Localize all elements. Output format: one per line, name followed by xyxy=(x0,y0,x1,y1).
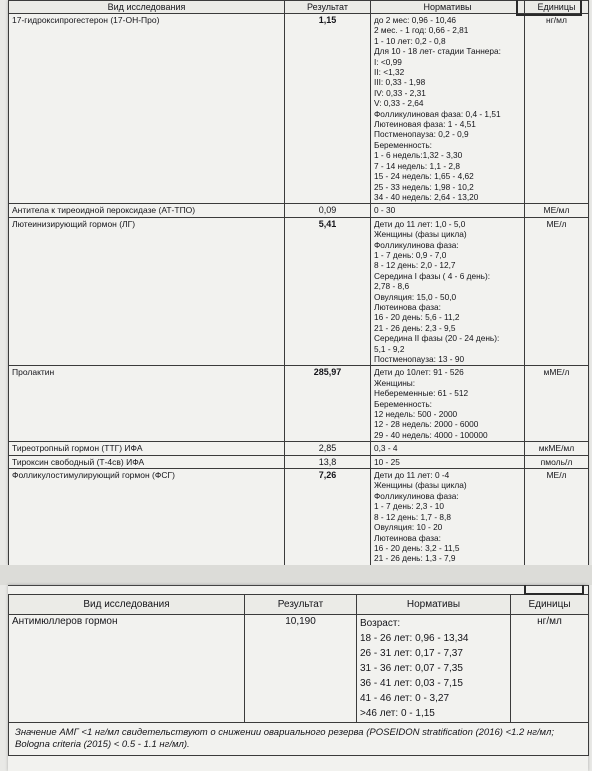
header-units: Единицы xyxy=(525,1,589,14)
norm-line: 8 - 12 день: 1,7 - 8,8 xyxy=(374,511,451,522)
test-units: МЕ/л xyxy=(525,217,589,366)
norm-line: Дети до 10лет: 91 - 526 xyxy=(374,367,464,378)
norm-line: Небеременные: 61 - 512 xyxy=(374,388,469,399)
norm-line: до 2 мес: 0,96 - 10,46 xyxy=(374,15,457,25)
test-result: 7,26 xyxy=(285,469,371,597)
amh-header-norms: Нормативы xyxy=(357,595,511,615)
test-result: 2,85 xyxy=(285,442,371,455)
norm-line: 5,1 - 9,2 xyxy=(374,343,405,354)
norm-line: 21 - 26 день: 1,3 - 7,9 xyxy=(374,553,456,564)
test-name: Тиреотропный гормон (ТТГ) ИФА xyxy=(9,442,285,455)
norm-line: 16 - 20 день: 3,2 - 11,5 xyxy=(374,542,460,553)
norm-line: Дети до 11 лет: 1,0 - 5,0 xyxy=(374,218,466,229)
norm-line: 2 мес. - 1 год: 0,66 - 2,81 xyxy=(374,25,469,36)
header-name: Вид исследования xyxy=(9,1,285,14)
amh-norm-line: 31 - 36 лет: 0,07 - 7,35 xyxy=(360,663,463,674)
norm-line: Овуляция: 10 - 20 xyxy=(374,522,443,533)
amh-name: Антимюллеров гормон xyxy=(9,615,245,723)
norm-line: 12 - 28 недель: 2000 - 6000 xyxy=(374,419,479,430)
header-norms: Нормативы xyxy=(371,1,525,14)
test-units: МЕ/л xyxy=(525,469,589,597)
test-norms xyxy=(371,217,525,366)
norm-line: Лютеинова фаза: xyxy=(374,301,441,312)
norm-line: 29 - 40 недель: 4000 - 100000 xyxy=(374,429,488,440)
table-row xyxy=(9,14,589,204)
amh-norm-line: 36 - 41 лет: 0,03 - 7,15 xyxy=(360,678,463,689)
norm-line: Фолликулиновая фаза: 0,4 - 1,51 xyxy=(374,108,501,119)
amh-result: 10,190 xyxy=(245,615,357,723)
norm-line: Постменопауза: 13 - 90 xyxy=(374,354,465,364)
header-result: Результат xyxy=(285,1,371,14)
norm-line: II: <1,32 xyxy=(374,67,405,78)
norm-line: 1 - 6 недель:1,32 - 3,30 xyxy=(374,150,463,161)
norm-line: Овуляция: 15,0 - 50,0 xyxy=(374,291,457,302)
norm-line: Для 10 - 18 лет- стадии Таннера: xyxy=(374,46,501,57)
norm-line: 0,3 - 4 xyxy=(374,443,398,454)
norm-line: V: 0,33 - 2,64 xyxy=(374,98,424,109)
amh-norm-line: >46 лет: 0 - 1,15 xyxy=(360,708,435,719)
table-row xyxy=(9,204,589,217)
page-gap xyxy=(0,565,592,585)
amh-note: Значение АМГ <1 нг/мл свидетельствуют о снижении овариального резерва (POSEIDON stratification (2016) <1.2 нг/мл; Bologna criteria (2015) < 0.5 - 1.1 нг/мл). xyxy=(9,723,589,756)
test-norms xyxy=(371,442,525,455)
test-norms xyxy=(371,366,525,442)
amh-header-row xyxy=(9,595,589,615)
norm-line: Середина II фазы (20 - 24 день): xyxy=(374,333,500,344)
norm-line: 2,78 - 8,6 xyxy=(374,281,410,292)
norm-line: Середина I фазы ( 4 - 6 день): xyxy=(374,270,491,281)
test-units: мМЕ/л xyxy=(525,366,589,442)
stamp-mark-2 xyxy=(524,585,584,595)
note-row xyxy=(9,723,589,756)
norm-line: 25 - 33 недель: 1,98 - 10,2 xyxy=(374,181,474,192)
amh-norm-line: 41 - 46 лет: 0 - 3,27 xyxy=(360,693,450,704)
results-body xyxy=(9,14,589,597)
table-header-row xyxy=(9,1,589,14)
test-units: мкМЕ/мл xyxy=(525,442,589,455)
table-row xyxy=(9,217,589,366)
norm-line: 15 - 24 недель: 1,65 - 4,62 xyxy=(374,171,474,182)
test-name: 17-гидроксипрогестерон (17-ОН-Про) xyxy=(9,14,285,204)
norm-line: 1 - 10 лет: 0,2 - 0,8 xyxy=(374,35,446,46)
norm-line: 1 - 7 день: 0,9 - 7,0 xyxy=(374,249,447,260)
norm-line: 21 - 26 день: 2,3 - 9,5 xyxy=(374,322,456,333)
test-name: Лютеинизирующий гормон (ЛГ) xyxy=(9,217,285,366)
test-name: Пролактин xyxy=(9,366,285,442)
amh-norm-line: Возраст: xyxy=(360,618,401,629)
amh-header-units: Единицы xyxy=(511,595,589,615)
test-units: нг/мл xyxy=(525,14,589,204)
table-row xyxy=(9,366,589,442)
test-result: 0,09 xyxy=(285,204,371,217)
test-norms xyxy=(371,14,525,204)
test-name: Антитела к тиреоидной пероксидазе (АТ-ТПО) xyxy=(9,204,285,217)
norm-line: Женщины (фазы цикла) xyxy=(374,480,467,491)
norm-line: Лютеинова фаза: xyxy=(374,532,441,543)
norm-line: Фолликулинова фаза: xyxy=(374,490,459,501)
norm-line: Постменопауза: 0,2 - 0,9 xyxy=(374,129,469,140)
norm-line: 7 - 14 недель: 1,1 - 2,8 xyxy=(374,160,460,171)
amh-header-name: Вид исследования xyxy=(9,595,245,615)
norm-line: 8 - 12 день: 2,0 - 12,7 xyxy=(374,260,456,271)
norm-line: 10 - 25 xyxy=(374,456,400,467)
test-result: 13,8 xyxy=(285,455,371,468)
test-name: Тироксин свободный (Т-4св) ИФА xyxy=(9,455,285,468)
amh-units: нг/мл xyxy=(511,615,589,723)
norm-line: III: 0,33 - 1,98 xyxy=(374,77,426,88)
norm-line: Лютеиновая фаза: 1 - 4,51 xyxy=(374,119,476,130)
norm-line: 0 - 30 xyxy=(374,205,396,216)
norm-line: Фолликулинова фаза: xyxy=(374,239,459,250)
norm-line: Женщины (фазы цикла) xyxy=(374,229,467,240)
amh-norms xyxy=(357,615,511,723)
norm-line: Беременность: xyxy=(374,139,432,150)
test-units: МЕ/мл xyxy=(525,204,589,217)
amh-row xyxy=(9,615,589,723)
test-name: Фолликулостимулирующий гормон (ФСГ) xyxy=(9,469,285,597)
amh-norm-line: 26 - 31 лет: 0,17 - 7,37 xyxy=(360,648,463,659)
norm-line: I: <0,99 xyxy=(374,56,402,67)
test-norms xyxy=(371,204,525,217)
results-table xyxy=(8,0,589,597)
norm-line: Женщины: xyxy=(374,377,416,388)
test-result: 285,97 xyxy=(285,366,371,442)
amh-table xyxy=(8,594,589,756)
norm-line: 16 - 20 день: 5,6 - 11,2 xyxy=(374,312,460,323)
norm-line: IV: 0,33 - 2,31 xyxy=(374,87,426,98)
test-norms xyxy=(371,455,525,468)
test-result: 5,41 xyxy=(285,217,371,366)
report-page-1 xyxy=(8,0,588,565)
norm-line: 1 - 7 день: 2,3 - 10 xyxy=(374,501,445,512)
test-units: пмоль/л xyxy=(525,455,589,468)
table-row xyxy=(9,455,589,468)
table-row xyxy=(9,442,589,455)
test-result: 1,15 xyxy=(285,14,371,204)
norm-line: 34 - 40 недель: 2,64 - 13,20 xyxy=(374,191,479,202)
amh-norm-line: 18 - 26 лет: 0,96 - 13,34 xyxy=(360,633,469,644)
norm-line: Беременность: xyxy=(374,398,432,409)
report-page-2 xyxy=(8,585,588,771)
stamp-mark xyxy=(516,0,582,16)
amh-header-result: Результат xyxy=(245,595,357,615)
norm-line: Дети до 11 лет: 0 -4 xyxy=(374,470,450,481)
norm-line: 12 недель: 500 - 2000 xyxy=(374,409,458,420)
